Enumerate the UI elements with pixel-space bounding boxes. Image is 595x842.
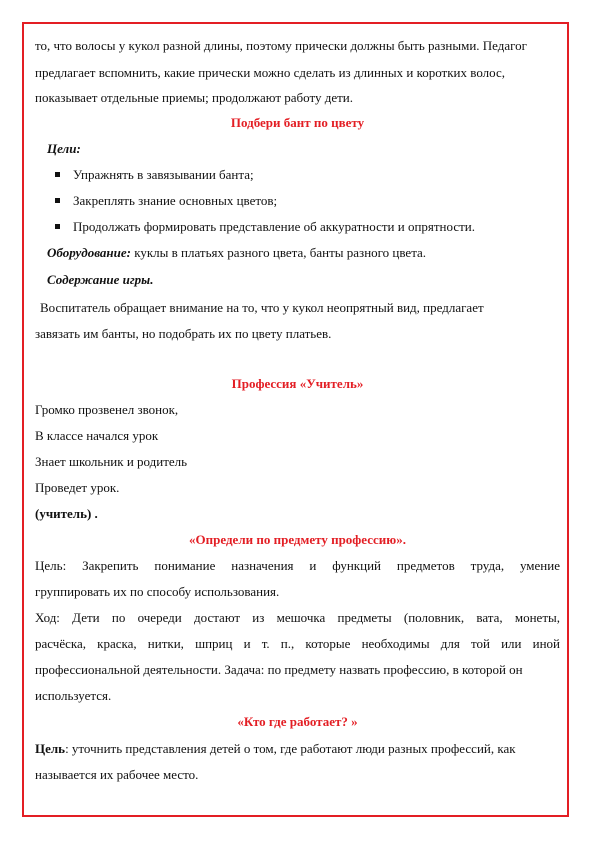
riddle-line-1: Громко прозвенел звонок, [35, 402, 179, 417]
intro-line-2: предлагает вспомнить, какие прически можно сделать из длинных и коротких волос, [35, 65, 505, 80]
equipment-text: куклы в платьях разного цвета, банты разного цвета. [130, 245, 427, 260]
game1-content-label: Содержание игры. [47, 272, 154, 287]
bullet-icon [55, 172, 60, 177]
game1-text-line-1: Воспитатель обращает внимание на то, что у кукол неопрятный вид, предлагает [40, 300, 484, 315]
game2-move-line-1: Ход: Дети по очереди достают из мешочка предметы (половник, вата, монеты, [35, 610, 560, 625]
equipment-label: Оборудование: [47, 245, 131, 260]
game1-equipment [47, 245, 426, 261]
game2-move-line-2: расчёска, краска, нитки, шприц и т. п., которые необходимы для той или иной [35, 636, 560, 651]
goal-text: Продолжать формировать представление об аккуратности и опрятности. [73, 219, 475, 234]
bullet-icon [55, 224, 60, 229]
game2-goal-line-1: Цель: Закрепить понимание назначения и функций предметов труда, умение [35, 558, 560, 573]
game1-text-line-2: завязать им банты, но подобрать их по цвету платьев. [35, 326, 332, 341]
riddle-line-3: Знает школьник и родитель [35, 454, 188, 469]
goal-item-2 [55, 193, 277, 209]
bullet-icon [55, 198, 60, 203]
riddle-title: Профессия «Учитель» [231, 376, 364, 391]
intro-line-3: показывает отдельные приемы; продолжают работу дети. [35, 90, 353, 105]
riddle-line-4: Проведет урок. [35, 480, 120, 495]
game2-goal-line-2: группировать их по способу использования. [35, 584, 280, 599]
game2-move-line-4: используется. [35, 688, 112, 703]
game2-move-line-3: профессиональной деятельности. Задача: по предмету назвать профессию, в которой он [35, 662, 523, 677]
goal-text: : уточнить представления детей о том, где работают люди разных профессий, как [65, 741, 516, 756]
riddle-line-2: В классе начался урок [35, 428, 159, 443]
game2-title: «Определи по предмету профессию». [189, 532, 406, 547]
goal-item-1 [55, 167, 254, 183]
goal-text: Закреплять знание основных цветов; [73, 193, 278, 208]
goal-item-3 [55, 219, 475, 235]
goal-label: Цель [35, 741, 66, 756]
game1-title: Подбери бант по цвету [230, 115, 365, 130]
game1-goals-label: Цели: [47, 141, 81, 156]
game3-goal-line-1 [35, 741, 516, 757]
goal-text: Упражнять в завязывании банта; [73, 167, 254, 182]
game3-goal-line-2: называется их рабочее место. [35, 767, 199, 782]
game3-title: «Кто где работает? » [237, 714, 358, 729]
riddle-answer: (учитель) . [35, 506, 98, 521]
intro-line-1: то, что волосы у кукол разной длины, поэтому прически должны быть разными. Педагог [35, 38, 528, 53]
